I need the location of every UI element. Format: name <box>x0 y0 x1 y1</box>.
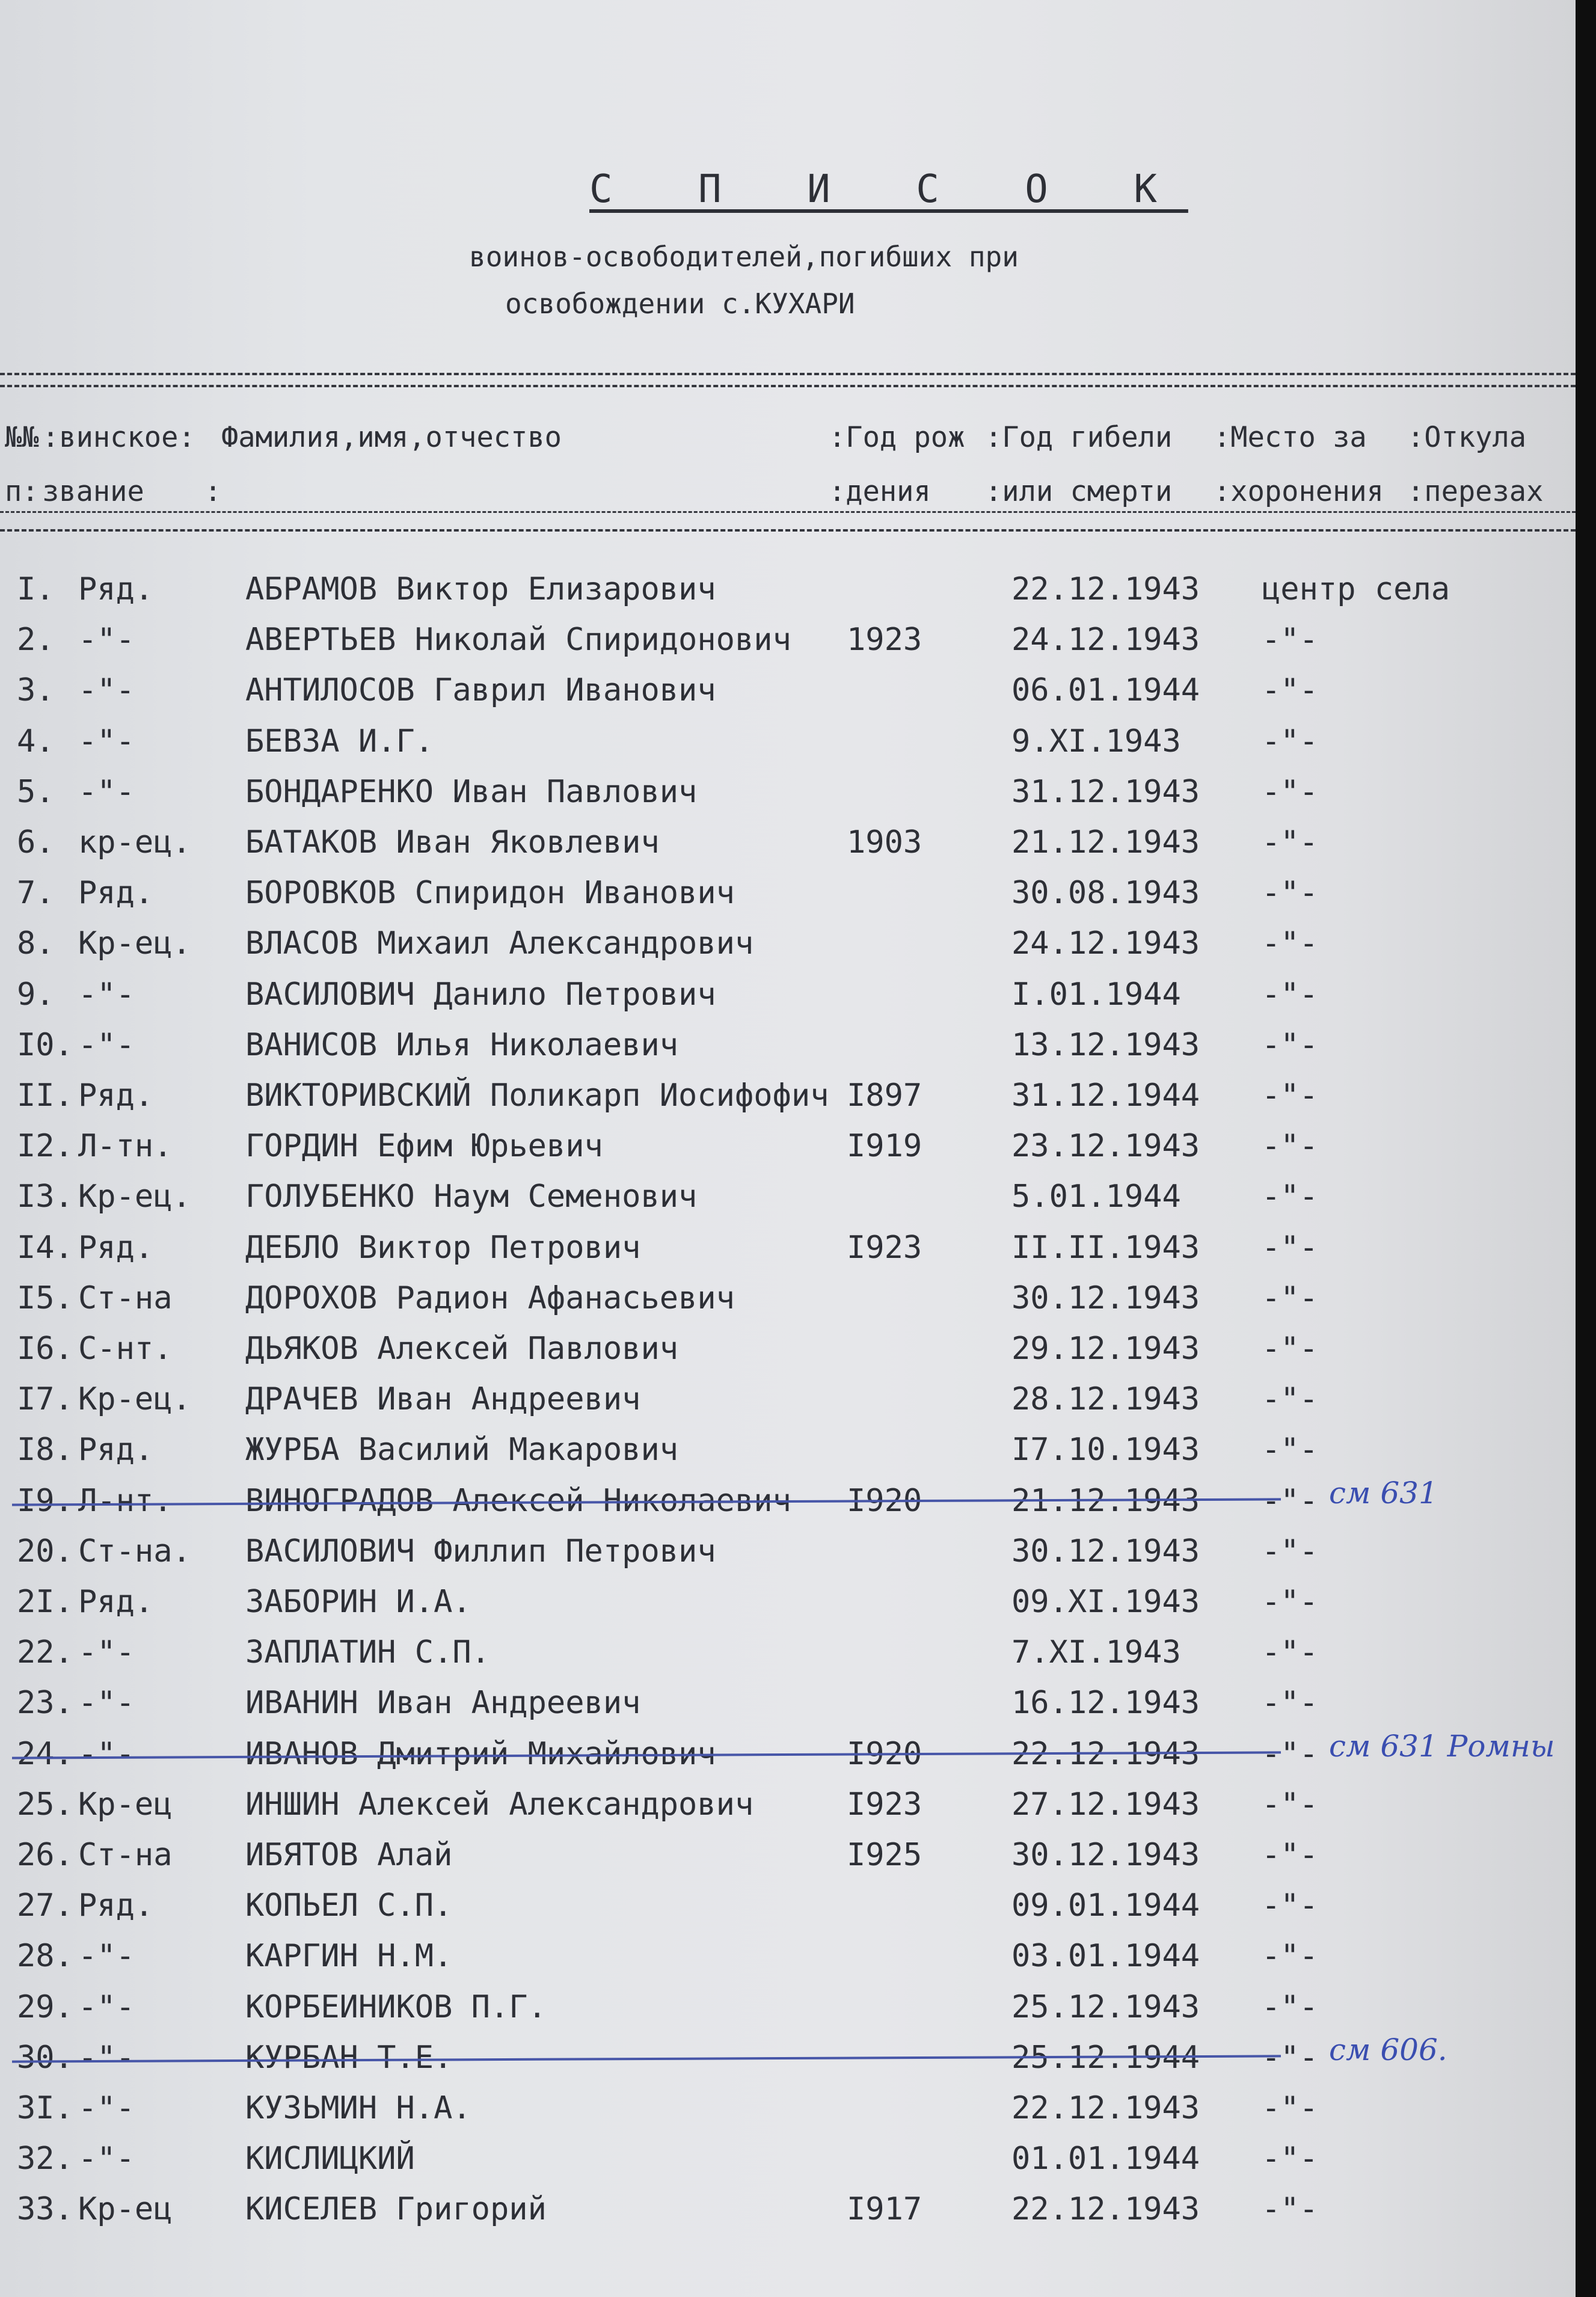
row-rank: Ряд. <box>78 875 154 912</box>
row-burial-place: -"- <box>1262 1432 1318 1468</box>
row-number: 30. <box>17 2039 73 2076</box>
table-row <box>0 1938 1576 1989</box>
table-row <box>0 1078 1576 1128</box>
row-death-date: 31.12.1944 <box>1011 1078 1200 1114</box>
row-name: ВАНИСОВ Илья Николаевич <box>245 1026 679 1063</box>
row-rank: -"- <box>78 672 135 709</box>
row-rank: -"- <box>78 723 135 759</box>
row-rank: -"- <box>78 1989 135 2025</box>
row-rank: Кр-ец. <box>78 1179 191 1215</box>
table-row <box>0 774 1576 824</box>
row-death-date: 24.12.1943 <box>1011 622 1200 658</box>
document-subtitle-line2: освобождении с.КУХАРИ <box>505 287 855 320</box>
row-rank: Ряд. <box>78 1584 154 1620</box>
handwritten-note: см 631 <box>1329 1475 1438 1510</box>
row-death-date: 30.12.1943 <box>1011 1533 1200 1569</box>
row-rank: -"- <box>78 622 135 658</box>
row-name: ВИКТОРИВСКИЙ Поликарп Иосифофич <box>245 1078 829 1114</box>
table-row <box>0 1475 1576 1533</box>
row-name: КИСЛИЦКИЙ <box>245 2141 415 2177</box>
row-death-date: 30.12.1943 <box>1011 1837 1200 1873</box>
handwritten-note: см 631 Ромны <box>1329 1728 1555 1764</box>
row-number: 26. <box>17 1837 73 1873</box>
row-number: 29. <box>17 1989 73 2025</box>
row-burial-place: -"- <box>1262 1331 1318 1367</box>
document-subtitle-line1: воинов-освободителей,погибших при <box>469 241 1019 273</box>
row-number: I6. <box>17 1331 73 1367</box>
table-row <box>0 723 1576 774</box>
row-death-date: I7.10.1943 <box>1011 1432 1200 1468</box>
row-burial-place: -"- <box>1262 1078 1318 1114</box>
row-name: ВЛАСОВ Михаил Александрович <box>245 925 754 962</box>
row-name: ИБЯТОВ Алай <box>245 1837 453 1873</box>
table-row <box>0 1728 1576 1786</box>
row-death-date: 31.12.1943 <box>1011 773 1200 810</box>
table-row <box>0 1331 1576 1381</box>
row-number: 22. <box>17 1634 73 1671</box>
row-burial-place: -"- <box>1262 1280 1318 1316</box>
row-number: II. <box>17 1078 73 1114</box>
header-date-2: :или смерти <box>985 475 1173 508</box>
row-name: ЗАПЛАТИН С.П. <box>245 1634 490 1671</box>
row-name: ДЕБЛО Виктор Петрович <box>245 1229 641 1266</box>
row-name: ИНШИН Алексей Александрович <box>245 1786 754 1823</box>
table-row <box>0 824 1576 875</box>
header-name: Фамилия,имя,отчество <box>221 421 562 454</box>
row-burial-place: -"- <box>1262 1888 1318 1924</box>
row-name: ДОРОХОВ Радион Афанасьевич <box>245 1280 735 1316</box>
row-name: АВЕРТЬЕВ Николай Спиридонович <box>245 622 791 658</box>
table-row <box>0 1128 1576 1179</box>
row-death-date: 21.12.1943 <box>1011 824 1200 860</box>
row-burial-place: -"- <box>1262 1179 1318 1215</box>
header-place-2: :хоронения <box>1214 475 1384 508</box>
row-birth-year: 1923 <box>847 622 922 658</box>
row-rank: -"- <box>78 1735 135 1772</box>
row-number: 23. <box>17 1685 73 1722</box>
row-name: ВИНОГРАДОВ Алексей Николаевич <box>245 1482 791 1519</box>
row-rank: Ряд. <box>78 1229 154 1266</box>
header-num: №№ <box>5 421 39 454</box>
header-rank-2: звание <box>42 475 144 508</box>
row-rank: кр-ец. <box>78 824 191 860</box>
row-death-date: II.II.1943 <box>1011 1229 1200 1266</box>
row-death-date: 06.01.1944 <box>1011 672 1200 709</box>
table-row <box>0 1381 1576 1432</box>
row-burial-place: -"- <box>1262 1735 1318 1772</box>
row-birth-year: 1903 <box>847 824 922 860</box>
row-number: I0. <box>17 1026 73 1063</box>
table-row <box>0 925 1576 976</box>
row-birth-year: I925 <box>847 1837 922 1873</box>
row-name: БОНДАРЕНКО Иван Павлович <box>245 773 698 810</box>
row-death-date: 29.12.1943 <box>1011 1331 1200 1367</box>
row-number: I9. <box>17 1482 73 1519</box>
row-number: 4. <box>17 723 55 759</box>
row-death-date: 13.12.1943 <box>1011 1026 1200 1063</box>
row-rank: Л-тн. <box>78 1128 173 1165</box>
row-birth-year: I920 <box>847 1735 922 1772</box>
row-burial-place: центр села <box>1262 571 1450 607</box>
table-row <box>0 1584 1576 1634</box>
table-row <box>0 1837 1576 1888</box>
row-burial-place: -"- <box>1262 1533 1318 1569</box>
row-death-date: 30.12.1943 <box>1011 1280 1200 1316</box>
row-burial-place: -"- <box>1262 1584 1318 1620</box>
row-name: АБРАМОВ Виктор Елизарович <box>245 571 716 607</box>
row-rank: Кр-ец <box>78 1786 173 1823</box>
row-death-date: 30.08.1943 <box>1011 875 1200 912</box>
row-death-date: 9.XI.1943 <box>1011 723 1181 759</box>
table-row <box>0 1888 1576 1938</box>
handwritten-note: см 606. <box>1329 2032 1447 2067</box>
row-burial-place: -"- <box>1262 1634 1318 1671</box>
table-row <box>0 977 1576 1027</box>
row-name: ВАСИЛОВИЧ Данило Петрович <box>245 976 716 1013</box>
row-number: 3I. <box>17 2090 73 2126</box>
row-rank: -"- <box>78 1026 135 1063</box>
header-date: :Год гибели <box>985 421 1173 454</box>
row-name: ЗАБОРИН И.А. <box>245 1584 471 1620</box>
row-number: 25. <box>17 1786 73 1823</box>
header-rule-bottom-second <box>0 529 1576 532</box>
row-name: ДЬЯКОВ Алексей Павлович <box>245 1331 679 1367</box>
row-burial-place: -"- <box>1262 1989 1318 2025</box>
row-death-date: I.01.1944 <box>1011 976 1181 1013</box>
row-number: I8. <box>17 1432 73 1468</box>
header-year-2: :дения <box>829 475 931 508</box>
row-death-date: 01.01.1944 <box>1011 2141 1200 2177</box>
row-name: КУРБАН Т.Е. <box>245 2039 453 2076</box>
row-death-date: 5.01.1944 <box>1011 1179 1181 1215</box>
row-death-date: 22.12.1943 <box>1011 2191 1200 2228</box>
table-row <box>0 1533 1576 1584</box>
table-row <box>0 1786 1576 1837</box>
row-number: 2I. <box>17 1584 73 1620</box>
row-rank: Ст-на. <box>78 1533 191 1569</box>
row-name: ИВАНИН Иван Андреевич <box>245 1685 641 1722</box>
row-rank: Кр-ец <box>78 2191 173 2228</box>
row-number: I2. <box>17 1128 73 1165</box>
row-death-date: 7.XI.1943 <box>1011 1634 1181 1671</box>
header-num-2: п: <box>5 475 39 508</box>
header-from-2: :перезах <box>1407 475 1544 508</box>
table-row <box>0 1230 1576 1280</box>
row-rank: Ряд. <box>78 1888 154 1924</box>
table-row <box>0 1280 1576 1331</box>
row-number: 7. <box>17 875 55 912</box>
row-number: I. <box>17 571 55 607</box>
row-death-date: 23.12.1943 <box>1011 1128 1200 1165</box>
row-rank: С-нт. <box>78 1331 173 1367</box>
table-row <box>0 622 1576 672</box>
document-title: С П И С О К <box>589 167 1188 212</box>
row-number: 20. <box>17 1533 73 1569</box>
row-death-date: 25.12.1944 <box>1011 2039 1200 2076</box>
row-burial-place: -"- <box>1262 1482 1318 1519</box>
row-rank: -"- <box>78 2090 135 2126</box>
row-birth-year: I920 <box>847 1482 922 1519</box>
table-row <box>0 875 1576 925</box>
row-rank: Л-нт. <box>78 1482 173 1519</box>
row-rank: Ст-на <box>78 1280 173 1316</box>
row-rank: Ряд. <box>78 1432 154 1468</box>
header-name-2: : <box>204 475 222 508</box>
row-burial-place: -"- <box>1262 1685 1318 1722</box>
row-burial-place: -"- <box>1262 723 1318 759</box>
row-number: 5. <box>17 773 55 810</box>
header-rank: :винское: <box>42 421 195 454</box>
row-rank: Кр-ец. <box>78 925 191 962</box>
row-birth-year: I923 <box>847 1229 922 1266</box>
row-number: 9. <box>17 976 55 1013</box>
row-rank: Кр-ец. <box>78 1381 191 1418</box>
row-burial-place: -"- <box>1262 1837 1318 1873</box>
row-number: 8. <box>17 925 55 962</box>
row-death-date: 03.01.1944 <box>1011 1938 1200 1975</box>
header-rule-top <box>0 373 1576 375</box>
row-name: ДРАЧЕВ Иван Андреевич <box>245 1381 641 1418</box>
row-burial-place: -"- <box>1262 1128 1318 1165</box>
row-death-date: 25.12.1943 <box>1011 1989 1200 2025</box>
row-birth-year: I923 <box>847 1786 922 1823</box>
row-name: ЖУРБА Василий Макарович <box>245 1432 679 1468</box>
table-row <box>0 1634 1576 1685</box>
table-row <box>0 1027 1576 1078</box>
row-name: КИСЕЛЕВ Григорий <box>245 2191 547 2228</box>
row-burial-place: -"- <box>1262 622 1318 658</box>
row-name: БОРОВКОВ Спиридон Иванович <box>245 875 735 912</box>
row-name: КОПЬЕЛ С.П. <box>245 1888 453 1924</box>
row-rank: -"- <box>78 976 135 1013</box>
row-name: ГОРДИН Ефим Юрьевич <box>245 1128 603 1165</box>
row-number: I7. <box>17 1381 73 1418</box>
row-death-date: 21.12.1943 <box>1011 1482 1200 1519</box>
row-death-date: 16.12.1943 <box>1011 1685 1200 1722</box>
table-row <box>0 2090 1576 2141</box>
row-rank: Ст-на <box>78 1837 173 1873</box>
row-rank: -"- <box>78 1685 135 1722</box>
row-death-date: 09.01.1944 <box>1011 1888 1200 1924</box>
row-rank: Ряд. <box>78 571 154 607</box>
row-rank: -"- <box>78 773 135 810</box>
row-name: ГОЛУБЕНКО Наум Семенович <box>245 1179 698 1215</box>
row-rank: -"- <box>78 2141 135 2177</box>
table-row <box>0 1179 1576 1229</box>
table-row <box>0 672 1576 723</box>
row-burial-place: -"- <box>1262 1229 1318 1266</box>
row-rank: Ряд. <box>78 1078 154 1114</box>
row-name: КОРБЕИНИКОВ П.Г. <box>245 1989 547 2025</box>
table-row <box>0 2191 1576 2242</box>
row-birth-year: I897 <box>847 1078 922 1114</box>
row-burial-place: -"- <box>1262 2141 1318 2177</box>
row-burial-place: -"- <box>1262 1938 1318 1975</box>
header-rule-bottom <box>0 511 1576 513</box>
row-death-date: 22.12.1943 <box>1011 2090 1200 2126</box>
row-death-date: 22.12.1943 <box>1011 571 1200 607</box>
row-burial-place: -"- <box>1262 1381 1318 1418</box>
table-row <box>0 571 1576 622</box>
row-name: ИВАНОВ Дмитрий Михайлович <box>245 1735 716 1772</box>
row-name: КАРГИН Н.М. <box>245 1938 453 1975</box>
row-number: 32. <box>17 2141 73 2177</box>
row-burial-place: -"- <box>1262 824 1318 860</box>
row-number: 28. <box>17 1938 73 1975</box>
row-rank: -"- <box>78 1634 135 1671</box>
table-row <box>0 2141 1576 2191</box>
row-birth-year: I917 <box>847 2191 922 2228</box>
row-name: БАТАКОВ Иван Яковлевич <box>245 824 660 860</box>
row-death-date: 28.12.1943 <box>1011 1381 1200 1418</box>
header-from: :Откула <box>1407 421 1527 454</box>
row-name: БЕВЗА И.Г. <box>245 723 434 759</box>
row-number: I3. <box>17 1179 73 1215</box>
row-death-date: 27.12.1943 <box>1011 1786 1200 1823</box>
row-burial-place: -"- <box>1262 976 1318 1013</box>
row-burial-place: -"- <box>1262 773 1318 810</box>
row-rank: -"- <box>78 2039 135 2076</box>
row-number: 2. <box>17 622 55 658</box>
row-burial-place: -"- <box>1262 2191 1318 2228</box>
row-burial-place: -"- <box>1262 1026 1318 1063</box>
row-rank: -"- <box>78 1938 135 1975</box>
header-rule-top-second <box>0 385 1576 387</box>
row-burial-place: -"- <box>1262 2090 1318 2126</box>
row-number: I4. <box>17 1229 73 1266</box>
row-death-date: 09.XI.1943 <box>1011 1584 1200 1620</box>
table-row <box>0 2032 1576 2090</box>
row-death-date: 22.12.1943 <box>1011 1735 1200 1772</box>
row-number: 24. <box>17 1735 73 1772</box>
row-name: ВАСИЛОВИЧ Филлип Петрович <box>245 1533 716 1569</box>
row-number: I5. <box>17 1280 73 1316</box>
row-name: КУЗЬМИН Н.А. <box>245 2090 471 2126</box>
row-number: 3. <box>17 672 55 709</box>
header-place: :Место за <box>1214 421 1367 454</box>
row-burial-place: -"- <box>1262 925 1318 962</box>
row-number: 27. <box>17 1888 73 1924</box>
row-burial-place: -"- <box>1262 2039 1318 2076</box>
row-number: 33. <box>17 2191 73 2228</box>
row-number: 6. <box>17 824 55 860</box>
row-burial-place: -"- <box>1262 875 1318 912</box>
row-name: АНТИЛОСОВ Гаврил Иванович <box>245 672 716 709</box>
header-year: :Год рож <box>829 421 965 454</box>
row-burial-place: -"- <box>1262 1786 1318 1823</box>
row-burial-place: -"- <box>1262 672 1318 709</box>
row-death-date: 24.12.1943 <box>1011 925 1200 962</box>
row-birth-year: I919 <box>847 1128 922 1165</box>
